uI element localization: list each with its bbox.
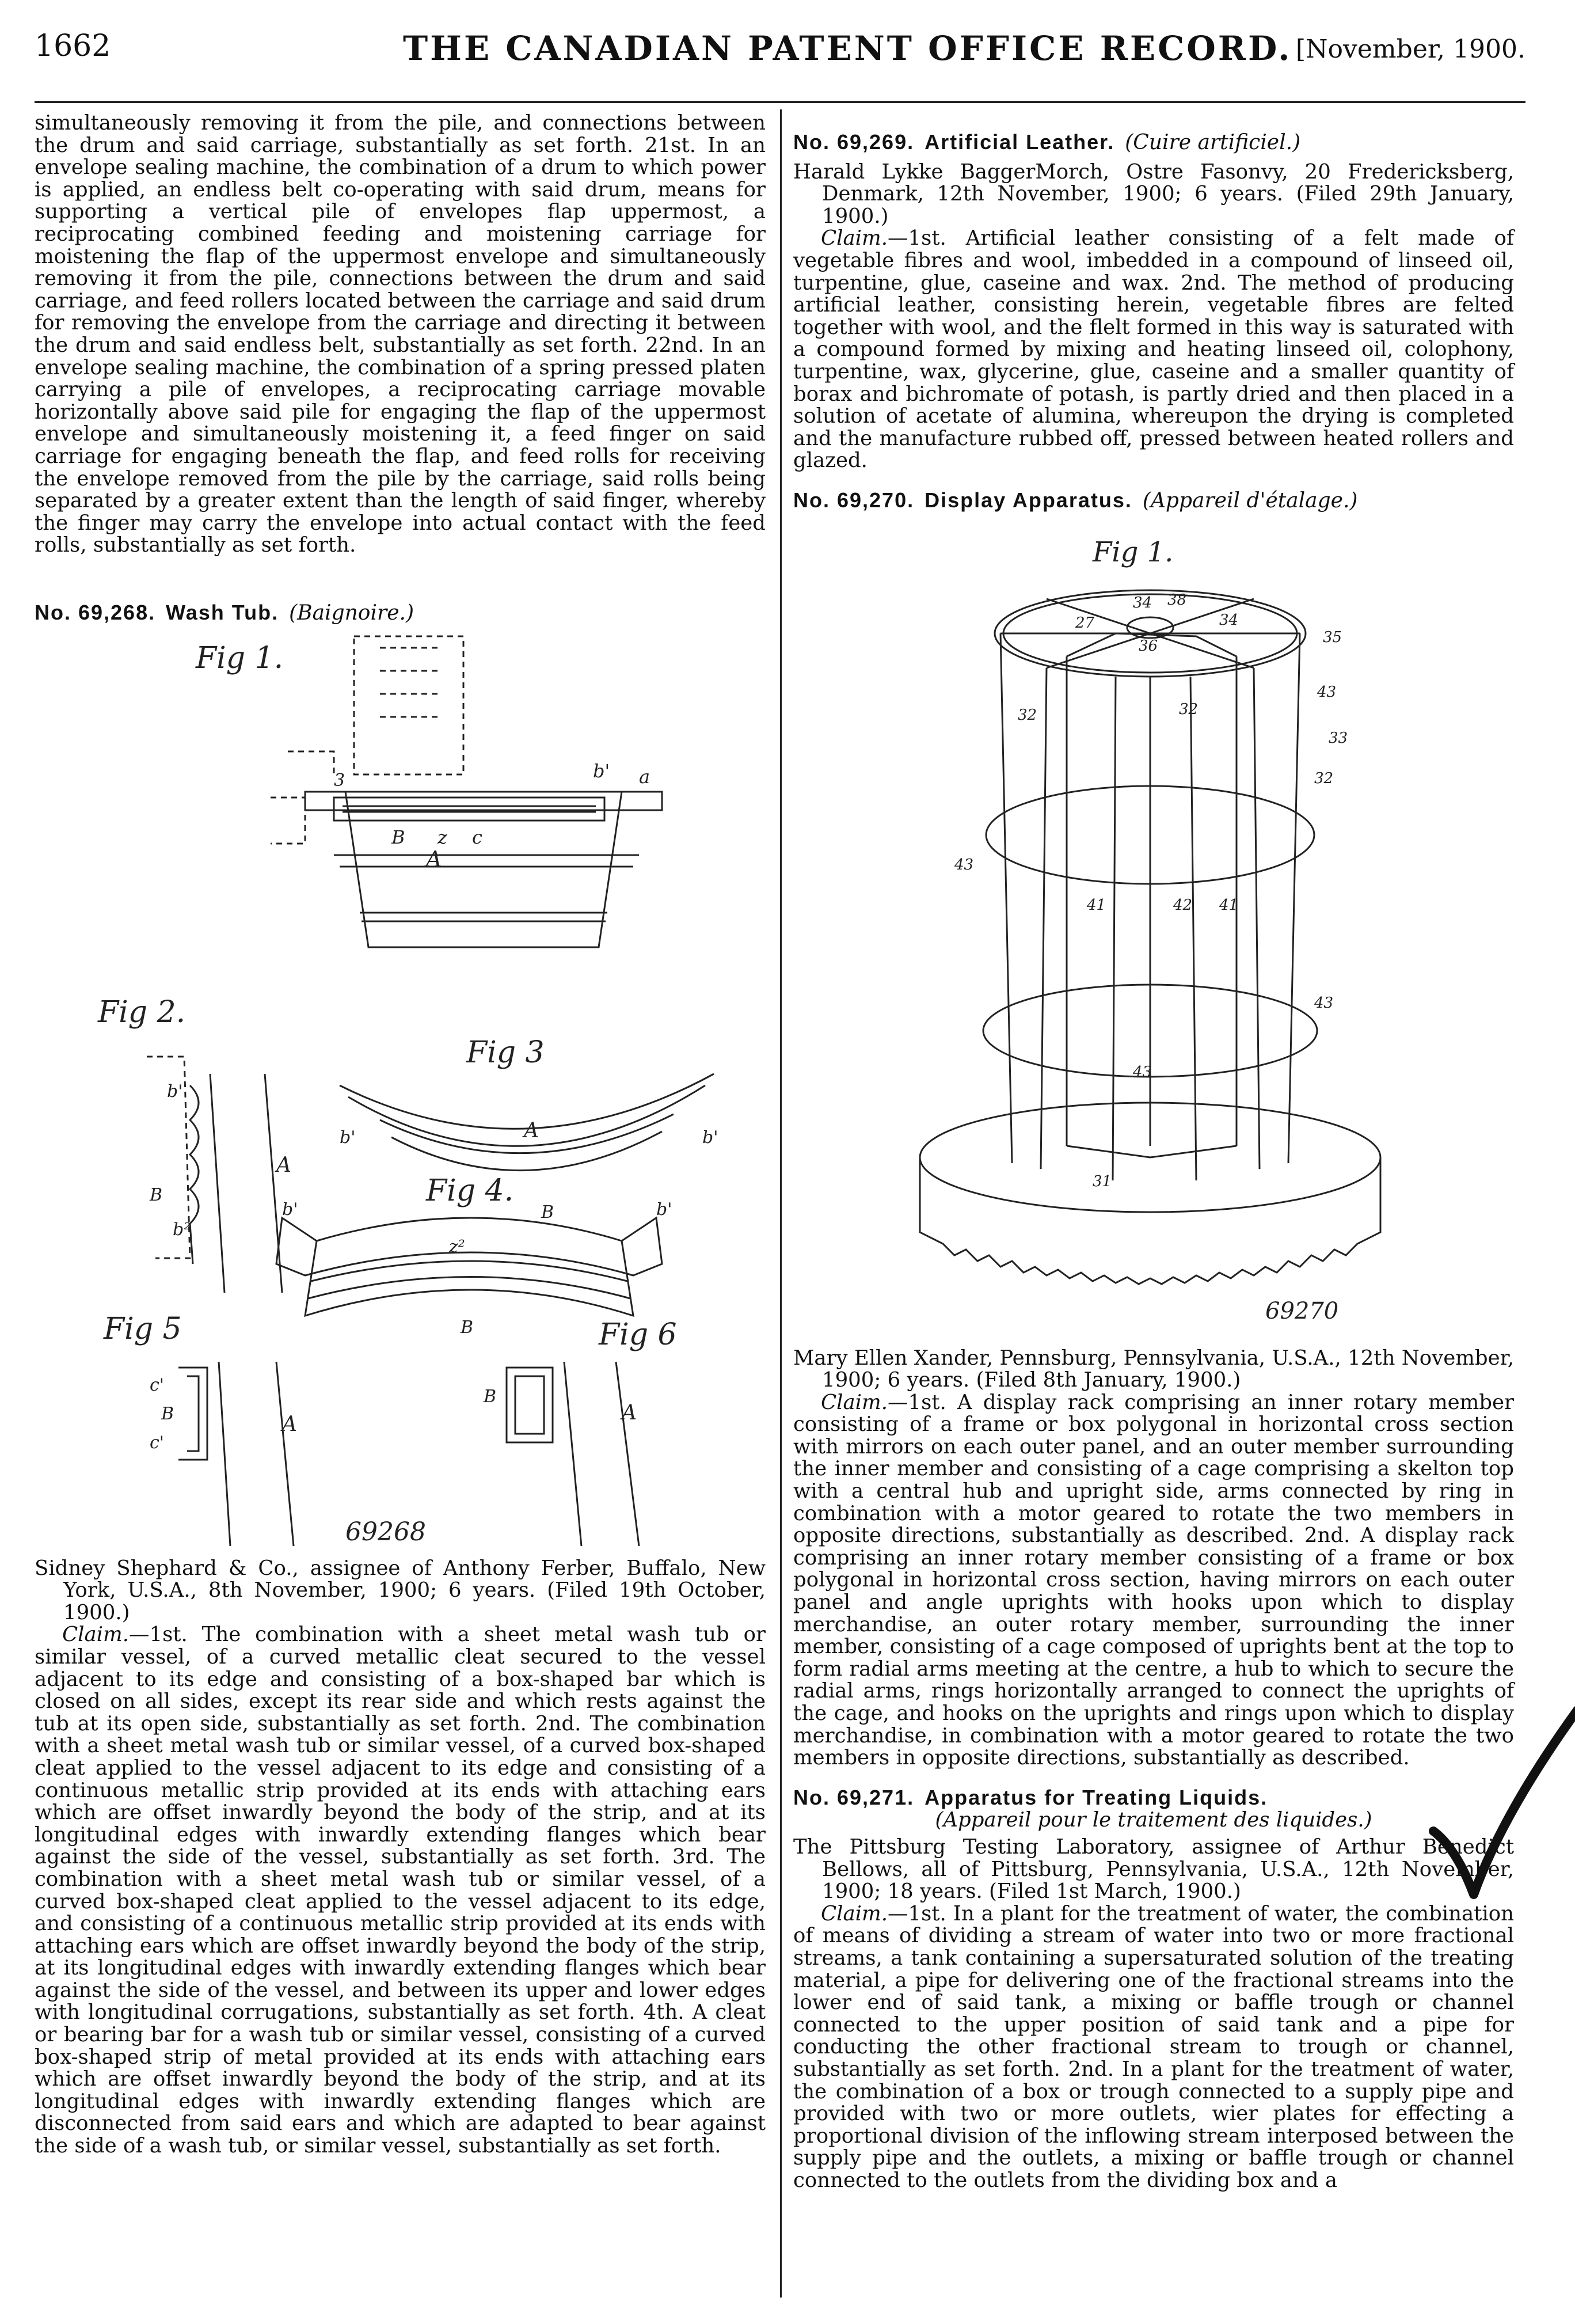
svg-text:43: 43 — [954, 856, 974, 874]
fig4-bar — [276, 1218, 662, 1275]
claim-label: Claim. — [821, 1390, 888, 1414]
claim-69268 — [35, 1624, 766, 2157]
svg-text:42: 42 — [1173, 896, 1193, 914]
svg-text:b': b' — [282, 1199, 298, 1220]
page-header — [35, 23, 1525, 75]
claim-69270 — [793, 1392, 1514, 1769]
svg-text:33: 33 — [1329, 729, 1348, 747]
svg-text:3: 3 — [334, 770, 345, 791]
french-title: (Appareil d'étalage.) — [1142, 488, 1358, 512]
svg-text:b': b' — [340, 1127, 356, 1148]
claim-text: —1st. In a plant for the treatment of water, the combination of means of dividing a stream of water into two or more fractional streams, a tank containing a supersaturated solution of the treating material, a pipe for delivering one of the fractional streams into the lower end of said tank, a mixing or baffle trough or channel connected to the upper position of said tank and a pipe for conducting the other fractional stream to trough or channel, substantially as set forth. 2nd. In a plant for the treatment of water, the combination of a box or trough connected to a supply pipe and provided with two or more outlets, wier plates for effecting a proportional division of the inflowing stream interposed between the supply pipe and the outlets, a mixing or baffle trough or channel connected to the outlets from the dividing box and a — [793, 1901, 1514, 2192]
patent-number: No. 69,268. — [35, 601, 156, 624]
svg-text:43: 43 — [1317, 683, 1337, 701]
svg-text:B: B — [541, 1202, 554, 1222]
fig5-label: Fig 5 — [104, 1311, 182, 1346]
checkmark-icon — [1422, 1699, 1575, 1906]
patent-number: No. 69,270. — [793, 488, 915, 512]
tub-outline — [305, 792, 662, 947]
svg-text:A: A — [622, 1400, 637, 1425]
svg-text:A: A — [276, 1153, 291, 1177]
patent-title: Display Apparatus. — [925, 488, 1132, 512]
left-column — [35, 112, 766, 2158]
svg-text:c: c — [472, 826, 482, 848]
svg-text:32: 32 — [1314, 769, 1334, 787]
svg-text:32: 32 — [1179, 700, 1199, 718]
svg-text:b²: b² — [173, 1219, 191, 1240]
french-title: (Cuire artificiel.) — [1125, 131, 1301, 154]
continuation-text: simultaneously removing it from the pile, and connections between the drum and said carriage, substantially as set forth. 21st. In an envelope sealing machine, the combination of a drum to which power is applied, an endless belt co-operating with said drum, means for supporting a vertical pile of envelopes flap uppermost, a reciprocating combined feeding and moistening carriage for moistening the flap of the uppermost envelope and simultaneously removing it from the pile, connections between the drum and said carriage, and feed rollers located between the carriage and said drum for removing the envelope from the carriage and directing it between the drum and said endless belt, substantially as set forth. 22nd. In an envelope sealing machine, the combination of a spring pressed platen carrying a pile of envelopes, a reciprocating carriage movable horizontally above said pile for engaging the flap of the uppermost envelope and simultaneously moistening it, a feed finger on said carriage for engaging beneath the flap, and feed rolls for receiving the envelope removed from the pile by the carriage, said rolls being separated by a greater extent than the length of said finger, whereby the finger may carry the envelope into actual contact with the feed rolls, substantially as set forth. — [35, 111, 766, 557]
svg-text:b': b' — [593, 760, 610, 782]
washboard-dashed — [354, 636, 463, 774]
svg-text:B: B — [484, 1386, 497, 1407]
applicant-69268: Sidney Shephard & Co., assignee of Anthony Ferber, Buffalo, New York, U.S.A., 8th November, 1900; 6 years. (Filed 19th October, 1900.) — [35, 1556, 766, 1624]
drawing-number: 69270 — [1265, 1297, 1339, 1324]
claim-69269 — [793, 227, 1514, 472]
publication-title: THE CANADIAN PATENT OFFICE RECORD. — [403, 29, 1292, 68]
fig6-label: Fig 6 — [599, 1317, 677, 1352]
patent-heading-69269 — [793, 131, 1514, 154]
issue-date: [November, 1900. — [1295, 35, 1525, 64]
claim-text: —1st. Artificial leather consisting of a felt made of vegetable fibres and wool, imbedded in a compound of linseed oil, turpentine, glue, caseine and wax. 2nd. The method of producing artificial leather, consisting herein, vegetable fibres are felted together with wool, and the flelt formed in this way is saturated with a compound formed by mixing and heating linseed oil, colophony, turpentine, wax, glycerine, glue, caseine and a smaller quantity of borax and bichromate of potash, is partly dried and then placed in a solution of acetate of alumina, whereupon the drying is completed and the manufacture rubbed off, pressed between heated rollers and glazed. — [793, 226, 1514, 473]
claim-label: Claim. — [62, 1623, 129, 1647]
patent-heading-69268 — [35, 602, 766, 625]
patent-heading-69271 — [793, 1787, 1514, 1810]
svg-text:34: 34 — [1219, 611, 1239, 629]
corrugated-strip — [190, 1085, 199, 1264]
patent-number: No. 69,271. — [793, 1785, 915, 1809]
patent-title: Apparatus for Treating Liquids. — [925, 1785, 1268, 1809]
svg-text:43: 43 — [1133, 1063, 1152, 1081]
svg-text:c': c' — [150, 1374, 165, 1395]
svg-text:31: 31 — [1093, 1172, 1112, 1190]
svg-text:B: B — [461, 1317, 474, 1338]
svg-text:A: A — [426, 846, 442, 872]
svg-text:41: 41 — [1219, 896, 1239, 914]
svg-text:z²: z² — [449, 1236, 465, 1257]
svg-text:b': b' — [702, 1127, 718, 1148]
fig4-label: Fig 4. — [426, 1173, 514, 1208]
svg-text:27: 27 — [1075, 614, 1095, 632]
french-title: (Baignoire.) — [289, 601, 414, 625]
claim-text: —1st. The combination with a sheet metal wash tub or similar vessel, of a curved metallic cleat secured to the vessel adjacent to its edge and consisting of a box-shaped bar which is closed on all sides, except its rear side and which rests against the tub at its open side, substantially as set forth. 2nd. The combination with a sheet metal wash tub or similar vessel, of a curved box-shaped cleat applied to the vessel adjacent to its edge and consisting of a continuous metallic strip provided at its ends with attaching ears which are offset inwardly beyond the body of the strip, and at its longitudinal edges with inwardly extending flanges which bear against the side of the vessel, substantially as set forth. 3rd. The combination with a sheet metal wash tub or similar vessel, of a curved box-shaped cleat applied to the vessel adjacent to its edge, and consisting of a continuous metallic strip provided at its ends with attaching ears which are offset inwardly beyond the body of the strip, at its longitudinal edges with inwardly extending flanges which bear against the side of the vessel, and between its upper and lower edges with longitudinal corrugations, substantially as set forth. 4th. A cleat or bearing bar for a wash tub or similar vessel, consisting of a curved box-shaped strip of metal provided at its ends with attaching ears which are offset inwardly beyond the body of the strip, and at its longitudinal edges with inwardly extending flanges which are disconnected from said ears and which are adapted to bear against the side of a wash tub, or similar vessel, substantially as set forth. — [35, 1623, 766, 2158]
base-skirt — [920, 1157, 1380, 1284]
fig1-label: Fig 1. — [1093, 536, 1174, 568]
claim-label: Claim. — [821, 226, 888, 250]
claim-label: Claim. — [821, 1901, 888, 1926]
header-rule — [35, 101, 1525, 103]
fig2-label: Fig 2. — [98, 994, 186, 1030]
svg-text:B: B — [150, 1184, 163, 1205]
svg-text:b': b' — [656, 1199, 672, 1220]
svg-text:35: 35 — [1323, 628, 1342, 646]
claim-text: —1st. A display rack comprising an inner rotary member consisting of a frame or box polygonal in horizontal cross section with mirrors on each outer panel, and an outer member surrounding the inner member and consisting of a cage comprising a skelton top with a central hub and upright side, arms connected by ring in combination with a motor geared to rotate the two members in opposite directions, substantially as described. 2nd. A display rack comprising an inner rotary member consisting of a frame or box polygonal in horizontal cross section, having mirrors on each outer panel and angle uprights with hooks upon which to display merchandise, an outer rotary member, surrounding the inner member, consisting of a cage composed of uprights bent at the top to form radial arms meeting at the centre, a hub to which to secure the radial arms, rings horizontally arranged to connect the uprights of the cage, and hooks on the uprights and rings upon which to display merchandise, in combination with a motor geared to rotate the two members in opposite directions, substantially as described. — [793, 1390, 1514, 1770]
fig1-label: Fig 1. — [196, 640, 284, 675]
svg-text:a: a — [639, 765, 650, 788]
svg-text:c': c' — [150, 1432, 165, 1453]
page-number: 1662 — [35, 29, 111, 63]
french-title-69271: (Appareil pour le traitement des liquides.) — [935, 1808, 1372, 1832]
applicant-69270: Mary Ellen Xander, Pennsburg, Pennsylvania, U.S.A., 12th November, 1900; 6 years. (Filed 8th January, 1900.) — [793, 1346, 1514, 1392]
drawing-number: 69268 — [345, 1517, 426, 1547]
patent-heading-69270 — [793, 489, 1514, 512]
wash-tub-figure — [35, 625, 766, 1552]
claim-69271 — [793, 1903, 1514, 2192]
fig3-label: Fig 3 — [466, 1035, 545, 1070]
fig5-bar — [178, 1368, 207, 1460]
svg-text:34: 34 — [1133, 594, 1152, 612]
svg-text:B: B — [391, 826, 405, 848]
svg-text:z: z — [438, 826, 447, 848]
display-apparatus-figure — [793, 512, 1514, 1336]
svg-text:A: A — [282, 1412, 297, 1436]
right-column — [793, 131, 1514, 2192]
svg-text:43: 43 — [1314, 994, 1334, 1012]
svg-text:B: B — [161, 1403, 174, 1424]
applicant-69269: Harald Lykke BaggerMorch, Ostre Fasonvy, 20 Fredericksberg, Denmark, 12th November, 1900; 6 years. (Filed 29th January, 1900.) — [793, 160, 1514, 228]
svg-text:41: 41 — [1087, 896, 1106, 914]
svg-text:32: 32 — [1018, 706, 1037, 724]
svg-text:b': b' — [167, 1081, 183, 1102]
patent-number: No. 69,269. — [793, 130, 915, 154]
patent-title: Artificial Leather. — [925, 130, 1115, 154]
column-divider — [780, 109, 782, 2298]
applicant-69271: The Pittsburg Testing Laboratory, assignee of Arthur Benedict Bellows, all of Pittsburg, Pennsylvania, U.S.A., 12th November, 1900; 18 years. (Filed 1st March, 1900.) — [793, 1835, 1514, 1904]
svg-text:36: 36 — [1139, 637, 1158, 655]
fig6-bar — [507, 1368, 553, 1442]
patent-title: Wash Tub. — [166, 601, 279, 624]
svg-text:38: 38 — [1167, 591, 1187, 609]
svg-text:A: A — [524, 1118, 539, 1142]
